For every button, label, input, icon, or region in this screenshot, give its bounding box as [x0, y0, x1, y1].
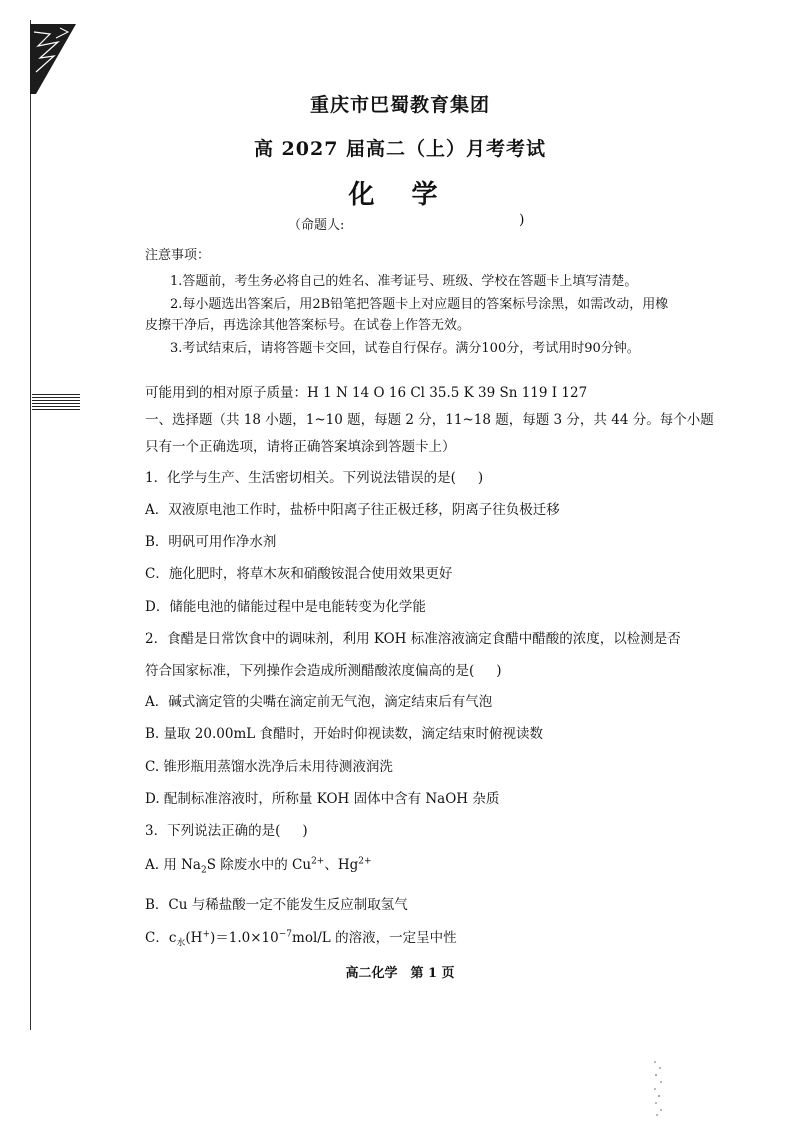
section-1-heading: 一、选择题（共 18 小题，1~10 题，每题 2 分，11~18 题，每题 3 分，共 44 分。每个小题	[145, 412, 714, 428]
subject-title: 化 学	[348, 180, 452, 210]
section-1-heading-cont: 只有一个正确选项，请将正确答案填涂到答题卡上）	[145, 439, 456, 455]
question-2-option-d: D. 配制标准溶液时，所称量 KOH 固体中含有 NaOH 杂质	[145, 791, 500, 807]
setter-label: （命题人:	[288, 218, 345, 233]
page-footer: 高二化学 第 1 页	[345, 966, 455, 981]
notice-item-2-cont: 皮擦干净后，再选涂其他答案标号。在试卷上作答无效。	[145, 318, 471, 333]
question-1-stem: 1．化学与生产、生活密切相关。下列说法错误的是( )	[145, 470, 484, 486]
question-1-option-d: D．储能电池的储能过程中是电能转变为化学能	[145, 599, 426, 615]
setter-close-paren: )	[519, 212, 525, 228]
question-2-option-a: A．碱式滴定管的尖嘴在滴定前无气泡，滴定结束后有气泡	[145, 694, 493, 710]
school-title: 重庆市巴蜀教育集团	[309, 94, 490, 116]
edge-speckle-mark	[652, 1058, 664, 1118]
question-2-stem: 2．食醋是日常饮食中的调味剂，利用 KOH 标准溶液滴定食醋中醋酸的浓度，以检测是否	[145, 631, 681, 647]
notice-item-2: 2.每小题选出答案后，用2B铅笔把答题卡上对应题目的答案标号涂黑，如需改动，用橡	[170, 297, 669, 312]
page-scan-edge	[30, 20, 31, 1030]
question-2-option-c: C. 锥形瓶用蒸馏水洗净后未用待测液润洗	[145, 759, 393, 775]
question-3-option-b: B．Cu 与稀盐酸一定不能发生反应制取氢气	[145, 897, 408, 913]
question-2-option-b: B. 量取 20.00mL 食醋时，开始时仰视读数，滴定结束时俯视读数	[145, 726, 543, 742]
question-2-stem-cont: 符合国家标准，下列操作会造成所测醋酸浓度偏高的是( )	[145, 663, 502, 679]
question-3-stem: 3．下列说法正确的是( )	[145, 823, 308, 839]
binding-corner-mark	[30, 24, 76, 94]
exam-title: 高 2027 届高二（上）月考考试	[253, 138, 547, 160]
margin-barcode-mark	[32, 394, 80, 412]
notice-item-3: 3.考试结束后，请将答题卡交回，试卷自行保存。满分100分，考试用时90分钟。	[170, 341, 640, 356]
notice-heading: 注意事项：	[145, 248, 211, 263]
question-1-option-c: C．施化肥时，将草木灰和硝酸铵混合使用效果更好	[145, 566, 453, 582]
question-1-option-b: B．明矾可用作净水剂	[145, 534, 277, 550]
notice-item-1: 1.答题前，考生务必将自己的姓名、准考证号、班级、学校在答题卡上填写清楚。	[170, 274, 638, 289]
atomic-masses-line: 可能用到的相对原子质量：H 1 N 14 O 16 Cl 35.5 K 39 Sn 119 I 127	[145, 385, 588, 401]
question-3-option-c: C．$c_水(H^+)=1.0\times 10^{-7}mol/L$ 的溶液，一定呈中性	[145, 929, 457, 949]
question-3-option-a: A. 用 $Na_2S$ 除废水中的 $Cu^{2+}$、$Hg^{2+}$	[145, 856, 372, 876]
question-1-option-a: A．双液原电池工作时，盐桥中阳离子往正极迁移，阴离子往负极迁移	[145, 502, 560, 518]
